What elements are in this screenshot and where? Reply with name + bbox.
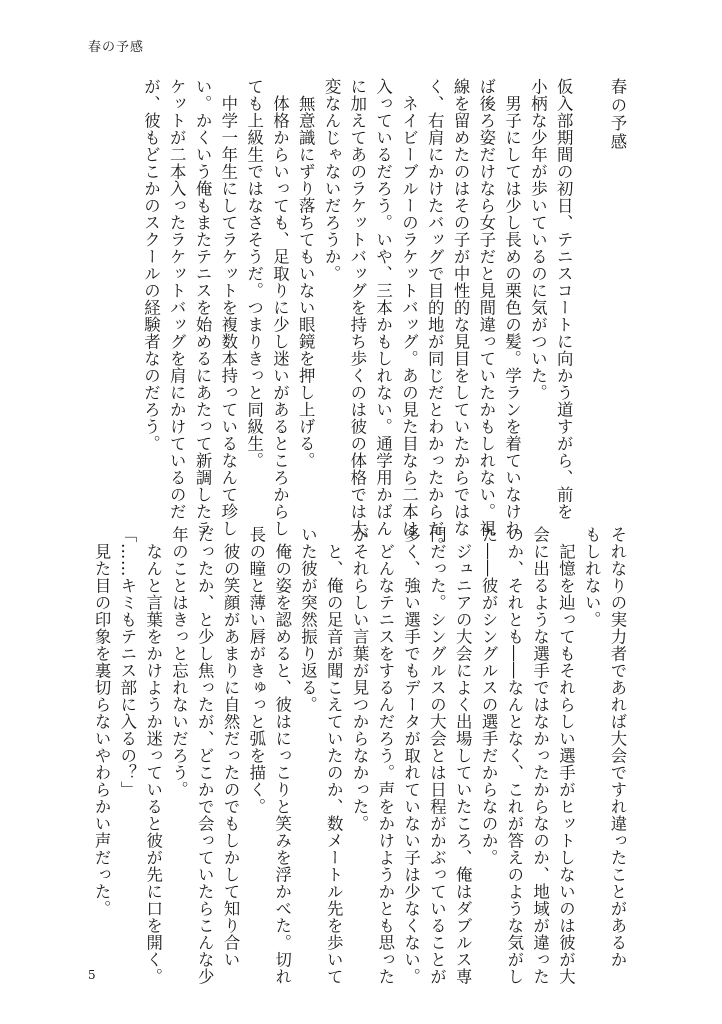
text-line: ケットが二本入ったラケットバッグを肩にかけているのだ — [167, 78, 187, 520]
text-line: が、彼もどこかのスクールの経験者なのだろう。 — [141, 78, 161, 452]
text-line: どんなテニスをするんだろう。声をかけようかとも思った — [375, 526, 395, 985]
text-line: 無意識にずり落ちてもいない眼鏡を押し上げる。 — [296, 78, 316, 469]
text-line: 小柄な少年が歩いているのに気がついた。 — [528, 78, 548, 401]
text-line: た――彼がシングルスの選手だからなのか。 — [479, 526, 499, 866]
text-line: 多く、強い選手でもデータが取れていない子は少なくない。 — [401, 526, 421, 985]
text-line: い。かくいう俺もまたテニスを始めるにあたって新調したラ — [193, 78, 213, 537]
upper-text-block — [138, 78, 630, 554]
text-line: 見た目の印象を裏切らないやわらかい声だった。 — [92, 526, 112, 917]
text-line: いた彼が突然振り返る。 — [298, 526, 318, 713]
text-line: だったか、と少し焦ったが、どこかで会っていたらこんな少 — [195, 526, 215, 985]
text-line: 彼の笑顔があまりに自然だったのでもしかして知り合い — [221, 526, 241, 968]
text-line: 長の瞳と薄い唇がきゅっと弧を描く。 — [246, 526, 266, 815]
text-line: 会に出るような選手ではなかったからなのか、地域が違った — [530, 526, 550, 985]
text-line: 仮入部期間の初日、テニスコートに向かう道すがら、前を — [554, 78, 574, 520]
text-line: 男子にしては少し長めの栗色の髪。学ランを着ていなけれ — [502, 78, 522, 537]
text-line: 線を留めたのはその子が中性的な見目をしていたからではな — [451, 78, 471, 537]
running-header: 春の予感 — [88, 40, 145, 55]
text-line: 体格からいっても、足取りに少し迷いがあるところからし — [270, 78, 290, 537]
story-title: 春の予感 — [608, 78, 627, 152]
text-line: 俺の姿を認めると、彼はにっこりと笑みを浮かべた。切れ — [272, 526, 292, 985]
text-line: もしれない。 — [582, 526, 602, 628]
text-line: がそれらしい言葉が見つからなかった。 — [350, 526, 370, 832]
text-line: く、右肩にかけたバッグで目的地が同じだとわかったからだ。 — [425, 78, 445, 554]
text-line: ても上級生ではなさそうだ。つまりきっと同級生。 — [244, 78, 264, 469]
text-line: ば後ろ姿だけなら女子だと見間違っていたかもしれない。視 — [476, 78, 496, 537]
text-line: に加えてあのラケットバッグを持ち歩くのは彼の体格では大 — [347, 78, 367, 537]
text-line: のか、それとも――なんとなく、これが答えのような気がし — [504, 526, 524, 985]
text-line: 門だった。シングルスの大会とは日程がかぶっていることが — [427, 526, 447, 985]
text-line: ネイビーブルーのラケットバッグ。あの見た目なら二本は — [399, 78, 419, 537]
text-line: ジュニアの大会によく出場していたころ、俺はダブルス専 — [453, 526, 473, 985]
text-line: 中学一年生にしてラケットを複数本持っているなんて珍し — [218, 78, 238, 537]
lower-text-block — [88, 526, 630, 985]
text-line: それなりの実力者であれば大会ですれ違ったことがあるか — [608, 526, 627, 968]
text-line: 入っているだろう。いや、三本かもしれない。通学用かばん — [373, 78, 393, 537]
text-line: 記憶を辿ってもそれらしい選手がヒットしないのは彼が大 — [556, 526, 576, 985]
dialogue-line: 「……キミもテニス部に入るの？」 — [117, 526, 137, 798]
text-line: と、俺の足音が聞こえていたのか、数メートル先を歩いて — [324, 526, 344, 985]
text-line: なんと言葉をかけようか迷っていると彼が先に口を開く。 — [143, 526, 163, 985]
text-line: 変なんじゃないだろうか。 — [322, 78, 342, 282]
page-number: 5 — [88, 968, 96, 982]
text-line: 年のことはきっと忘れないだろう。 — [169, 526, 189, 798]
